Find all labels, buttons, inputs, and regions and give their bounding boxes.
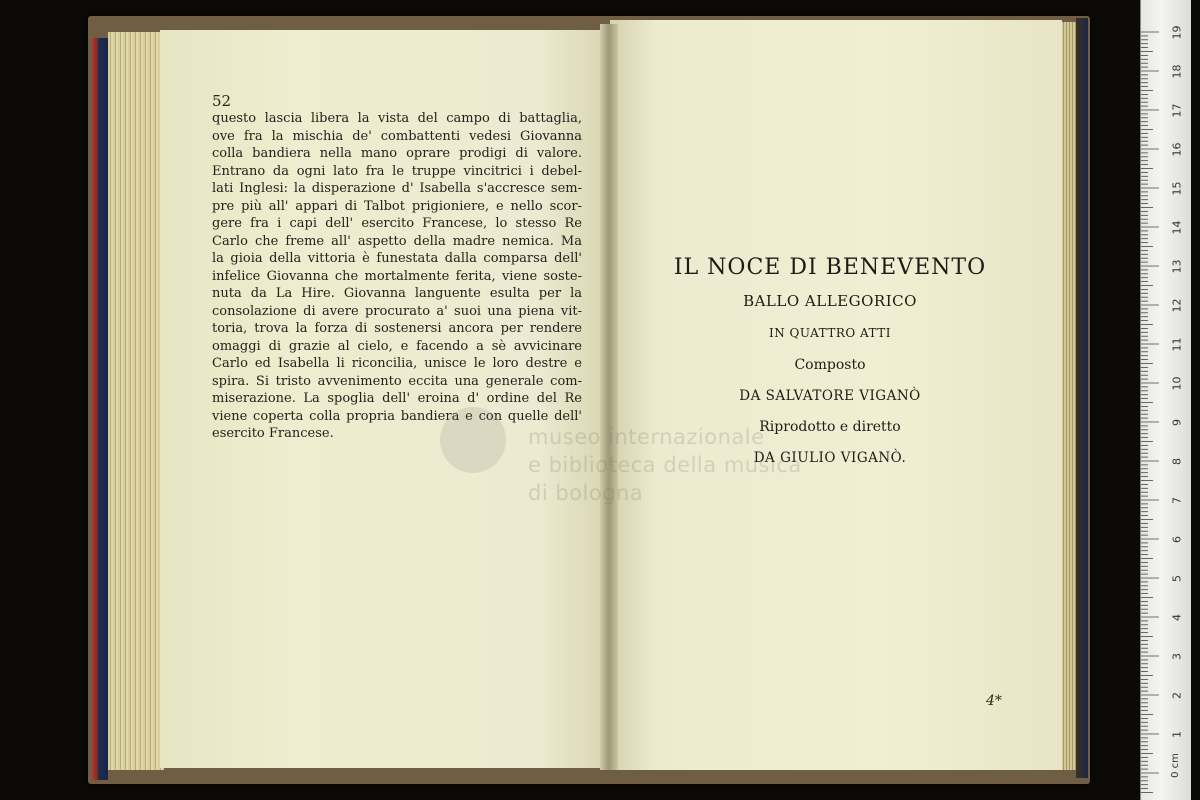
text-line: ove fra la mischia de' combattenti vedesi Giovanna [212, 128, 582, 144]
text-line: colla bandiera nella mano oprare prodigi di valore. [212, 146, 582, 161]
book-gutter [600, 24, 618, 770]
ruler-number: 5 [1170, 575, 1184, 582]
ruler-number: 19 [1170, 25, 1184, 40]
text-line: spira. Si tristo avvenimento eccita una generale com- [212, 373, 582, 389]
text-line: lati Inglesi: la disperazione d' Isabella s'accresce sem- [212, 181, 582, 196]
ballet-subtitle: BALLO ALLEGORICO [743, 292, 917, 310]
watermark-line: museo internazionale [528, 425, 765, 449]
book-cover-right [1076, 18, 1088, 778]
ruler-number: 12 [1170, 298, 1184, 313]
measurement-ruler [1140, 0, 1191, 800]
ruler-number: 8 [1170, 458, 1184, 465]
text-line: Entrano da ogni lato fra le truppe vincitrici i debel- [212, 163, 582, 179]
composer-name: DA SALVATORE VIGANÒ [739, 388, 921, 404]
ruler-ticks [1141, 0, 1191, 800]
text-line: gere fra i capi dell' esercito Francese, lo stesso Re [212, 216, 582, 231]
text-line: miserazione. La spoglia dell' eroina d' ordine del Re [212, 391, 582, 406]
reproduced-label: Riprodotto e diretto [759, 419, 901, 435]
ruler-number: 7 [1170, 497, 1184, 504]
composed-label: Composto [794, 357, 866, 373]
watermark-line: di bologna [528, 481, 644, 505]
text-line: infelice Giovanna che mortalmente ferita, viene soste- [212, 268, 582, 284]
ruler-number: 18 [1170, 64, 1184, 79]
ruler-number: 14 [1170, 220, 1184, 235]
text-line: consolazione di avere procurato a' suoi una piena vit- [212, 303, 582, 319]
director-name: DA GIULIO VIGANÒ. [753, 450, 907, 466]
ballet-title: IL NOCE DI BENEVENTO [673, 255, 987, 280]
title-page-block [650, 255, 1010, 481]
text-line: Carlo ed Isabella li riconcilia, unisce le loro destre e [212, 356, 582, 371]
ruler-number: 4 [1170, 614, 1184, 621]
book-spine-edge [92, 38, 108, 780]
ruler-number: 2 [1170, 692, 1184, 699]
ruler-number: 16 [1170, 142, 1184, 157]
text-line: questo lascia libera la vista del campo di battaglia, [212, 111, 582, 126]
ruler-number: 17 [1170, 103, 1184, 118]
text-line: nuta da La Hire. Giovanna languente esulta per la [212, 286, 582, 301]
page-number: 52 [212, 92, 232, 110]
text-line: viene coperta colla propria bandiera e con quelle dell' [212, 408, 582, 424]
page-edges-left [108, 32, 164, 770]
text-line: la gioia della vittoria è funestata dalla comparsa dell' [212, 251, 582, 266]
ruler-number: 10 [1170, 376, 1184, 391]
text-line: omaggi di grazie al cielo, e facendo a sè avvicinare [212, 338, 582, 354]
text-line: toria, trova la forza di sostenersi ancora per rendere [212, 321, 582, 336]
ruler-number: 3 [1170, 653, 1184, 660]
left-page-body-text [212, 110, 582, 443]
ruler-number: 13 [1170, 259, 1184, 274]
ruler-number: 11 [1170, 337, 1184, 352]
ruler-number: 9 [1170, 419, 1184, 426]
ruler-number: 15 [1170, 181, 1184, 196]
ruler-unit-label: 0 cm [1169, 753, 1181, 778]
acts-line: IN QUATTRO ATTI [768, 326, 892, 340]
ruler-number: 1 [1170, 731, 1184, 738]
text-line: pre più all' appari di Talbot prigioniere, e nello scor- [212, 198, 582, 214]
signature-mark: 4* [986, 693, 1002, 709]
text-line: Carlo che freme all' aspetto della madre nemica. Ma [212, 233, 582, 249]
text-line: esercito Francese. [212, 426, 334, 441]
ruler-number: 6 [1170, 536, 1184, 543]
watermark-line: e biblioteca della musica [528, 453, 802, 477]
